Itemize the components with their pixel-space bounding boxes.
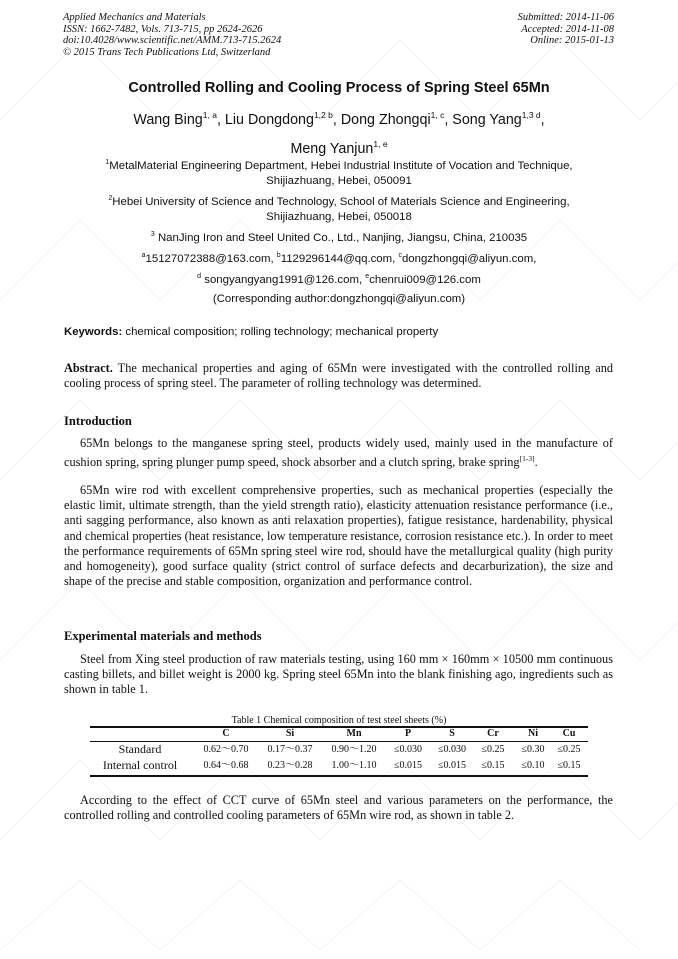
table-cell: 0.64～0.68 (203, 760, 249, 771)
author-name: Song Yang (452, 112, 522, 128)
table-row (90, 759, 588, 772)
table-cell: ≤0.030 (394, 744, 422, 755)
author-sep: , (540, 112, 545, 128)
author-name: Dong Zhongqi (340, 112, 431, 128)
journal-copyright: © 2015 Trans Tech Publications Ltd, Switzerland (63, 46, 271, 58)
keywords-text: chemical composition; rolling technology; mechanical property (122, 326, 439, 338)
author-sep: , (216, 112, 225, 128)
affiliation-text: Hebei University of Science and Technology, School of Materials Science and Engineering, (112, 196, 570, 208)
closing-paragraph: According to the effect of CCT curve of 65Mn steel and various parameters on the performance, the controlled rolling and controlled cooling parameters of 65Mn wire rod, as shown in table 2. (64, 793, 613, 823)
table-header: Mn (346, 728, 362, 739)
email-address[interactable]: 15127072388@163.com, (145, 253, 277, 265)
email-sup: b (276, 252, 281, 259)
affiliation-3 (60, 228, 618, 246)
journal-doi[interactable]: doi:10.4028/www.scientific.net/AMM.713-715.2624 (63, 35, 282, 46)
table-cell: ≤0.15 (481, 760, 505, 771)
introduction-paragraph-1 (64, 436, 613, 470)
journal-issn: ISSN: 1662-7482, Vols. 713-715, pp 2624-2626 (63, 23, 263, 35)
email-line-1 (60, 249, 618, 267)
table-cell: ≤0.30 (521, 744, 545, 755)
table-cell: Standard (118, 742, 162, 756)
affiliation-sup: 1 (105, 159, 110, 166)
table-cell: ≤0.25 (481, 744, 505, 755)
table-cell: ≤0.25 (557, 744, 581, 755)
table-header: S (449, 728, 455, 739)
table-cell: ≤0.10 (521, 760, 545, 771)
table-cell: ≤0.015 (438, 760, 466, 771)
email-address[interactable]: dongzhongqi@aliyun.com, (401, 253, 537, 265)
email-address[interactable]: chenrui009@126.com (369, 274, 481, 286)
table-cell: ≤0.030 (438, 744, 466, 755)
affiliation-2 (60, 192, 618, 224)
abstract-text: The mechanical properties and aging of 65Mn were investigated with the controlled rolling and cooling process of spring steel. The parameter of rolling technology was determined. (64, 361, 613, 391)
paper-title: Controlled Rolling and Cooling Process of Spring Steel 65Mn (128, 80, 550, 96)
table-cell: 0.90～1.20 (331, 744, 377, 755)
table-cell: ≤0.015 (394, 760, 422, 771)
affiliation-sup: 2 (108, 195, 113, 202)
abstract-label: Abstract. (64, 361, 113, 375)
date-submitted: Submitted: 2014-11-06 (517, 12, 614, 23)
table-bottom-rule (90, 775, 588, 777)
author-name: Meng Yanjun (290, 141, 374, 157)
table-cell: ≤0.15 (557, 760, 581, 771)
corresponding-author: (Corresponding author:dongzhongqi@aliyun.com) (212, 293, 466, 305)
publication-dates (518, 12, 614, 47)
email-sup: c (398, 252, 402, 259)
table-cell: 0.23～0.28 (267, 760, 313, 771)
author-sup: 1, c (430, 110, 445, 120)
section-heading-introduction: Introduction (64, 414, 132, 428)
table-cell: Internal control (102, 758, 178, 772)
author-sup: 1,2 b (313, 110, 333, 120)
affiliation-sup: 3 (150, 231, 155, 238)
table-cell: 0.17～0.37 (267, 744, 313, 755)
table-cell: 1.00～1.10 (331, 760, 377, 771)
date-online: Online: 2015-01-13 (530, 35, 614, 46)
methods-paragraph-1: Steel from Xing steel production of raw materials testing, using 160 mm × 160mm × 10500 mm continuous casting billets, and billet weight is 2000 kg. Spring steel 65Mn into the blank finishing ago, ingredients such as shown in table 1. (64, 652, 613, 697)
paragraph-text: . (534, 455, 538, 470)
table-header: P (404, 728, 412, 739)
paragraph-text: 65Mn belongs to the manganese spring steel, products widely used, mainly used in the manufacture of cushion spring, spring plunger pump speed, shock absorber and a clutch spring, brake spring (64, 436, 613, 470)
email-sup: e (365, 273, 370, 280)
affiliation-1 (60, 156, 618, 188)
date-accepted: Accepted: 2014-11-08 (521, 23, 614, 35)
author-sep: , (332, 112, 341, 128)
citation[interactable]: [1-3] (519, 454, 535, 464)
author-sup: 1,3 d (521, 110, 541, 120)
email-sup: a (141, 252, 146, 259)
abstract (64, 361, 613, 391)
author-sup: 1, a (202, 110, 217, 120)
table-header-row (90, 727, 588, 740)
email-address[interactable]: songyangyang1991@126.com, (204, 274, 366, 286)
table-header-rule (90, 741, 588, 742)
table-row (90, 743, 588, 756)
email-line-2 (60, 270, 618, 288)
table-header: Cr (487, 728, 499, 739)
keywords-label: Keywords: (64, 326, 123, 338)
journal-info (63, 12, 281, 58)
keywords (64, 326, 624, 338)
author-name: Liu Dongdong (224, 112, 314, 128)
journal-name: Applied Mechanics and Materials (63, 12, 206, 23)
author-name: Wang Bing (133, 112, 203, 128)
email-sup: d (197, 273, 202, 280)
author-list (60, 103, 618, 161)
email-address[interactable]: 1129296144@qq.com, (280, 253, 399, 265)
table-header: Ni (528, 728, 538, 739)
affiliation-text: Shijiazhuang, Hebei, 050091 (266, 174, 412, 187)
affiliation-text: NanJing Iron and Steel United Co., Ltd., Nanjing, Jiangsu, China, 210035 (157, 232, 528, 244)
table-header: C (222, 728, 230, 739)
affiliation-text: MetalMaterial Engineering Department, Hebei Industrial Institute of Vocation and Technique, (109, 160, 573, 172)
affiliation-text: Shijiazhuang, Hebei, 050018 (266, 210, 412, 223)
table-header: Cu (562, 728, 576, 739)
section-heading-methods: Experimental materials and methods (64, 629, 262, 643)
table-header: Si (285, 728, 295, 739)
table-cell: 0.62～0.70 (203, 744, 249, 755)
composition-table (90, 727, 588, 772)
author-sep: , (444, 112, 453, 128)
author-sup: 1, e (373, 139, 388, 149)
table-caption: Table 1 Chemical composition of test steel sheets (%) (231, 715, 447, 726)
introduction-paragraph-2: 65Mn wire rod with excellent comprehensive properties, such as mechanical properties (especially the elastic limit, ultimate strength, than the yield strength ratio), elasticity attenuation resistance performance (i.e., anti sagging performance, also known as anti relaxation properties), fatigue resistance, hardenability, physical and chemical properties (heat resistance, low temperature resistance, corrosion resistance etc.). In order to meet the performance requirements of 65Mn spring steel wire rod, should have the metallurgical quality (high purity and homogeneity), good surface quality (strict control of surface defects and decarburization), the size and shape of the precise and stable composition, organization and performance control. (64, 483, 613, 589)
